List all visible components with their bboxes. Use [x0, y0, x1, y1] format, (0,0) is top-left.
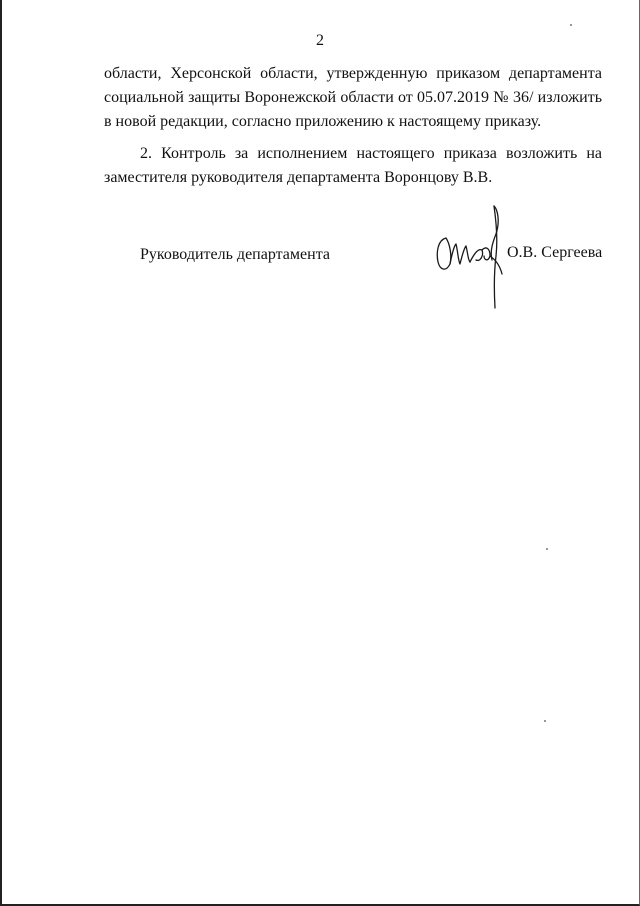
- scan-speck: [570, 24, 572, 26]
- signature-name: О.В. Сергеева: [507, 244, 603, 261]
- paragraph-2: 2. Контроль за исполнением настоящего приказа возложить на заместителя руководителя департамента Воронцову В.В.: [104, 145, 602, 186]
- page-number: 2: [316, 32, 324, 49]
- paragraph-1: области, Херсонской области, утвержденную приказом департамента социальной защиты Воронежской области от 05.07.2019 № 36/ изложить в новой редакции, согласно приложению к настоящему приказу.: [104, 65, 602, 130]
- handwritten-signature-icon: [432, 200, 514, 312]
- scan-speck: [544, 720, 546, 722]
- scan-speck: [546, 548, 548, 550]
- signature-position-label: Руководитель департамента: [140, 246, 330, 263]
